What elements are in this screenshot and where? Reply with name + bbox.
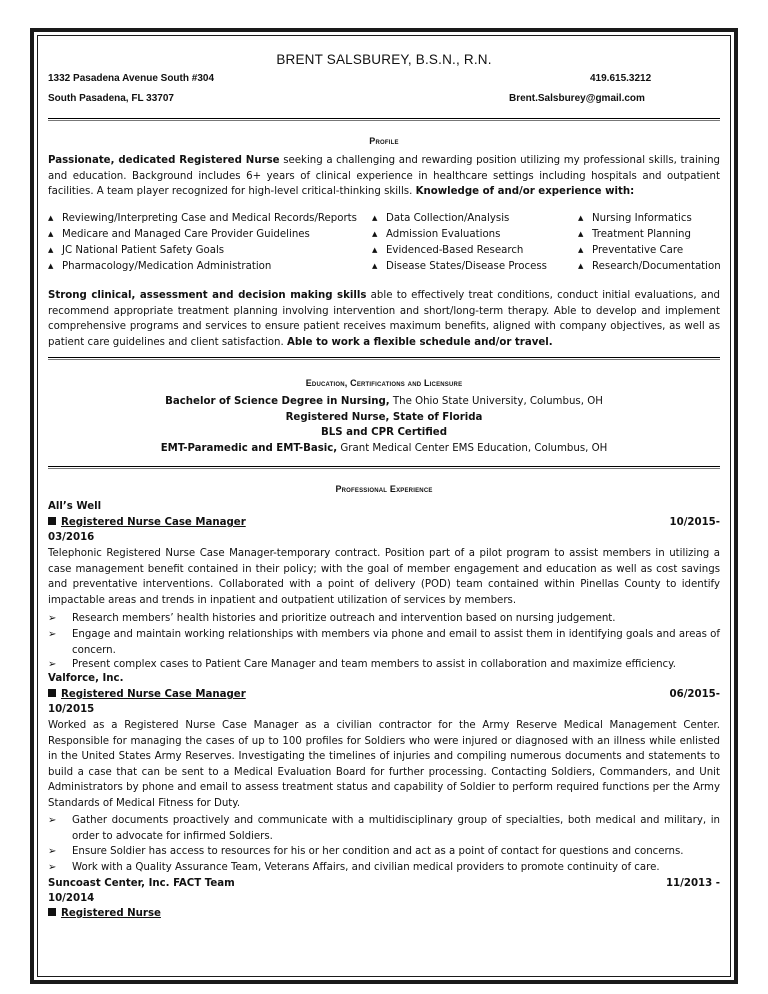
education-degree: Bachelor of Science Degree in Nursing, The Ohio State University, Columbus, OH xyxy=(165,396,603,407)
triangle-up-icon: ▲ xyxy=(372,230,378,238)
arrow-right-icon: ➢ xyxy=(48,629,57,640)
job-bullet: ➢ Gather documents proactively and communicate with a multidisciplinary group of specialties, both medical and military, in order to advocate for infirmed Soldiers. xyxy=(48,815,720,842)
triangle-up-icon: ▲ xyxy=(372,246,378,254)
triangle-up-icon: ▲ xyxy=(578,262,584,270)
job-bullet: ➢ Work with a Quality Assurance Team, Veterans Affairs, and civilian medical providers to promote continuity of care. xyxy=(48,860,720,876)
job-title: Registered Nurse Case Manager xyxy=(61,517,246,528)
skill-item: ▲ Nursing Informatics xyxy=(578,213,692,224)
phone-number: 419.615.3212 xyxy=(590,73,652,84)
job-bullet: ➢ Ensure Soldier has access to resources for his or her condition and act as a point of contact for questions and concerns. xyxy=(48,844,720,860)
arrow-right-icon: ➢ xyxy=(48,862,57,873)
job-description: Telephonic Registered Nurse Case Manager-temporary contract. Position part of a pilot program to assist members in utilizing a case management benefit contained in their policy; with the goal of member engagement and education as well as cost savings and preventative interventions. Collaborated with a point of delivery (POD) team contained within Pinellas County to identify impactable areas and trends in inpatient and outpatient utilization of services by members. xyxy=(48,548,720,606)
arrow-right-icon: ➢ xyxy=(48,846,57,857)
triangle-up-icon: ▲ xyxy=(578,246,584,254)
skill-item: ▲ Preventative Care xyxy=(578,245,684,256)
arrow-right-icon: ➢ xyxy=(48,815,57,826)
job-start-date: 06/2015- xyxy=(669,689,720,700)
education-certification: BLS and CPR Certified xyxy=(321,427,447,438)
square-icon xyxy=(48,908,56,916)
triangle-up-icon: ▲ xyxy=(48,214,54,222)
skill-item: ▲ Treatment Planning xyxy=(578,229,691,240)
skill-item: ▲ Medicare and Managed Care Provider Guidelines xyxy=(48,229,310,240)
address-line-2: South Pasadena, FL 33707 xyxy=(48,93,174,104)
skill-item: ▲ Research/Documentation xyxy=(578,261,721,272)
email-address: Brent.Salsburey@gmail.com xyxy=(509,93,645,104)
triangle-up-icon: ▲ xyxy=(48,246,54,254)
profile-intro-bold-end: Knowledge of and/or experience with: xyxy=(415,186,635,198)
triangle-up-icon: ▲ xyxy=(48,230,54,238)
profile-intro xyxy=(48,153,720,200)
job-title-line xyxy=(48,517,720,528)
skill-item: ▲ Evidenced-Based Research xyxy=(372,245,524,256)
employer-name: All’s Well xyxy=(48,501,102,512)
triangle-up-icon: ▲ xyxy=(578,230,584,238)
job-end-date: 10/2014 xyxy=(48,893,95,904)
profile-intro-bold: Passionate, dedicated Registered Nurse xyxy=(48,155,280,166)
skill-item: ▲ Admission Evaluations xyxy=(372,229,501,240)
education-emt: EMT-Paramedic and EMT-Basic, Grant Medical Center EMS Education, Columbus, OH xyxy=(160,443,608,454)
candidate-name: BRENT SALSBUREY, B.S.N., R.N. xyxy=(276,52,492,67)
profile-summary xyxy=(48,288,720,350)
job-title: Registered Nurse xyxy=(61,908,161,919)
job-start-date: 10/2015- xyxy=(669,517,720,528)
triangle-up-icon: ▲ xyxy=(372,262,378,270)
address-line-1: 1332 Pasadena Avenue South #304 xyxy=(48,73,215,84)
arrow-right-icon: ➢ xyxy=(48,613,57,624)
profile-intro-text: seeking a challenging and rewarding position utilizing my professional skills, training and education. Background includes 6+ years of clinical experience in healthcare settings including hospitals and outpatient facilities. A team player recognized for high-level critical-thinking skills. xyxy=(48,155,720,198)
job-bullet: ➢ Research members’ health histories and prioritize outreach and intervention based on nursing judgement. xyxy=(48,611,720,627)
triangle-up-icon: ▲ xyxy=(48,262,54,270)
job-bullet: ➢ Engage and maintain working relationships with members via phone and email to assist them in identifying goals and areas of concern. xyxy=(48,629,720,656)
square-icon xyxy=(48,689,56,697)
experience-heading: Professional Experience xyxy=(335,484,433,494)
education-license: Registered Nurse, State of Florida xyxy=(285,412,483,423)
skill-item: ▲ Data Collection/Analysis xyxy=(372,213,510,224)
education-heading: Education, Certifications and Licensure xyxy=(305,378,463,388)
profile-summary-bold: Strong clinical, assessment and decision making skills xyxy=(48,290,367,301)
header-divider xyxy=(48,118,720,121)
profile-divider xyxy=(48,357,720,360)
triangle-up-icon: ▲ xyxy=(578,214,584,222)
skill-item: ▲ Pharmacology/Medication Administration xyxy=(48,261,272,272)
skill-item: ▲ Disease States/Disease Process xyxy=(372,261,547,272)
job-end-date: 03/2016 xyxy=(48,532,95,543)
square-icon xyxy=(48,517,56,525)
employer-name: Valforce, Inc. xyxy=(48,673,124,684)
triangle-up-icon: ▲ xyxy=(372,214,378,222)
profile-heading: Profile xyxy=(369,136,399,146)
profile-summary-bold-end: Able to work a flexible schedule and/or travel. xyxy=(286,336,553,348)
job-title-line xyxy=(48,689,720,700)
job-start-date: 11/2013 - xyxy=(665,878,720,889)
education-divider xyxy=(48,466,720,469)
job-bullet: ➢ Present complex cases to Patient Care Manager and team members to assist in collaboration and maximize efficiency. xyxy=(48,657,720,673)
job-end-date: 10/2015 xyxy=(48,704,95,715)
employer-line xyxy=(48,878,720,889)
job-title: Registered Nurse Case Manager xyxy=(61,689,246,700)
job-description: Worked as a Registered Nurse Case Manager as a civilian contractor for the Army Reserve Medical Management Center. Responsible for managing the cases of up to 100 profiles for Soldiers who were injured or diagnosed with an illness while enlisted in the United States Army Reserves. Investigating the timelines of injuries and compiling numerous documents and statements to build a case that can be sent to a Medical Evaluation Board for further processing. Contacting Soldiers, Commanders, and Unit Administrators by phone and email to assess treatment status and capability of Soldier to perform required functions per the Army Standards of Medical Fitness for Duty. xyxy=(48,720,720,809)
employer-name: Suncoast Center, Inc. FACT Team xyxy=(48,878,235,889)
job-title-line xyxy=(48,908,720,919)
skill-item: ▲ Reviewing/Interpreting Case and Medical Records/Reports xyxy=(48,213,357,224)
profile-summary-text: able to effectively treat conditions, conduct initial evaluations, and recommend appropriate treatment planning involving intervention and short/long-term therapy. Able to develop and implement comprehensive programs and services to ensure patient receives maximum benefits, aligned with company objectives, as well as patient care guidelines and client satisfaction. xyxy=(48,290,720,348)
arrow-right-icon: ➢ xyxy=(48,659,57,670)
skill-item: ▲ JC National Patient Safety Goals xyxy=(48,245,225,256)
